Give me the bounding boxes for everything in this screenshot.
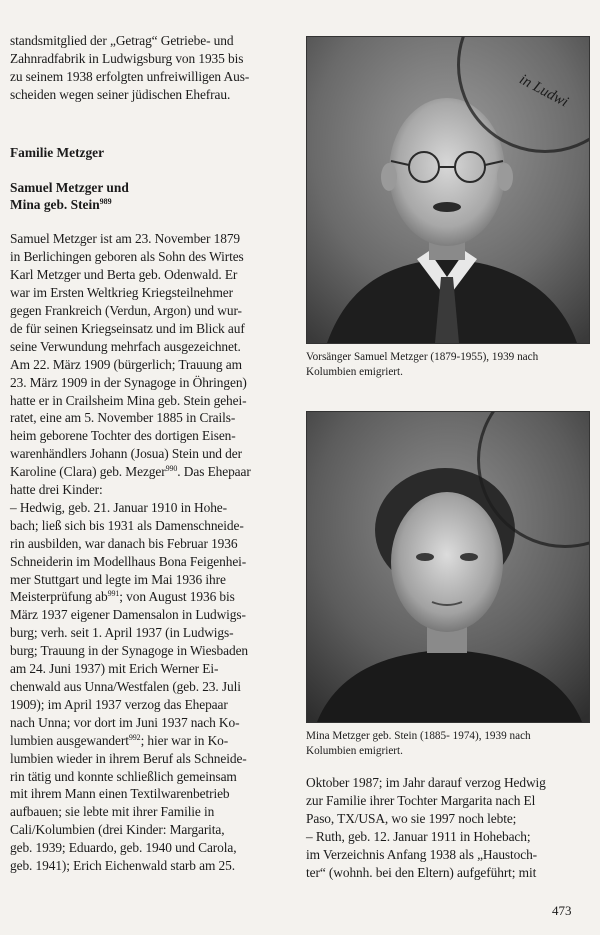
subheading-line: Samuel Metzger und (10, 179, 129, 195)
right-paragraph (306, 774, 590, 881)
text-line: hatte er in Crailsheim Mina geb. Stein gehei- (10, 392, 247, 408)
text-line: gegen Frankreich (Verdun, Argon) und wur- (10, 302, 242, 318)
subheading (10, 179, 292, 215)
text-line: Oktober 1987; im Jahr darauf verzog Hedwig (306, 775, 546, 791)
text-line: zur Familie ihrer Tochter Margarita nach El (306, 793, 536, 809)
text-line: in Berlichingen geboren als Sohn des Wirtes (10, 249, 244, 265)
text-line: hatte drei Kinder: (10, 482, 103, 498)
text-line: Am 22. März 1909 (bürgerlich; Trauung am (10, 356, 242, 372)
text-run: Karoline (Clara) geb. Mezger (10, 464, 166, 480)
subheading-text: Mina geb. Stein (10, 197, 100, 213)
text-line: März 1937 eigener Damensalon in Ludwigs- (10, 607, 246, 623)
stamp-text: in Ludwi (516, 71, 571, 111)
text-line: – Ruth, geb. 12. Januar 1911 in Hohebach; (306, 829, 531, 845)
caption-line: Vorsänger Samuel Metzger (1879-1955), 1939 nach (306, 351, 539, 363)
text-line: ratet, eine am 5. November 1885 in Crails- (10, 410, 236, 426)
text-line: geb. 1941); Erich Eichenwald starb am 25. (10, 858, 235, 874)
text-line: im Verzeichnis Anfang 1938 als „Haustoch- (306, 847, 538, 862)
footnote-ref: 991 (107, 589, 120, 599)
text-line: burg; Trauung in der Synagoge in Wiesbaden (10, 643, 249, 659)
text-line: rin ausbilden, war danach bis Februar 1936 (10, 535, 238, 551)
subheading-line (10, 196, 292, 214)
portrait-photo-mina (306, 411, 590, 723)
right-column (306, 36, 590, 882)
text-line: heim geborene Tochter des dortigen Eisen- (10, 428, 236, 444)
text-line: standsmitglied der „Getrag“ Getriebe- und (10, 33, 234, 48)
text-run: ; hier war in Ko- (140, 732, 229, 748)
text-line (10, 463, 292, 481)
caption-line: Kolumbien emigriert. (306, 365, 403, 378)
text-line: war im Ersten Weltkrieg Kriegsteilnehmer (10, 285, 233, 301)
main-paragraph (10, 230, 292, 875)
text-line: Karl Metzger und Berta geb. Odenwald. Er (10, 267, 238, 283)
text-line: mer Stuttgart und legte im Mai 1936 ihre (10, 571, 226, 587)
text-line: 23. März 1909 in der Synagoge in Öhringen) (10, 374, 247, 390)
left-column (10, 32, 292, 875)
text-line: de für seinen Kriegseinsatz und im Blick auf (10, 320, 245, 336)
text-line: ter“ (wohnh. bei den Eltern) aufgeführt; mit (306, 864, 537, 880)
text-run: Meisterprüfung ab (10, 589, 108, 605)
text-line: lumbien wieder in ihrem Beruf als Schneide- (10, 750, 247, 766)
caption-line: Mina Metzger geb. Stein (1885- 1974), 1939 nach (306, 730, 531, 743)
text-line: rin tätig und konnte schließlich gemeinsam (10, 768, 237, 784)
text-line: 1909); im April 1937 verzog das Ehepaar (10, 696, 228, 712)
page-number: 473 (552, 903, 572, 918)
text-line: Schneiderin im Modellhaus Bona Feigenhei- (10, 553, 247, 569)
footnote-ref: 989 (99, 197, 112, 207)
text-line: seine Verwundung mehrfach ausgezeichnet. (10, 338, 241, 354)
text-line: Zahnradfabrik in Ludwigsburg von 1935 bis (10, 50, 244, 66)
text-line (10, 588, 292, 606)
text-line: warenhändlers Johann (Josua) Stein und der (10, 446, 242, 462)
text-line: scheiden wegen seiner jüdischen Ehefrau. (10, 86, 231, 102)
text-line: – Hedwig, geb. 21. Januar 1910 in Hohe- (10, 499, 227, 515)
text-line: geb. 1939; Eduardo, geb. 1940 und Carola, (10, 840, 237, 856)
photo-caption-mina (306, 729, 590, 758)
text-line: Paso, TX/USA, wo sie 1997 noch lebte; (306, 811, 517, 827)
text-line: Cali/Kolumbien (drei Kinder: Margarita, (10, 822, 225, 838)
text-run: ; von August 1936 bis (119, 589, 235, 605)
text-run: lumbien ausgewandert (10, 732, 129, 748)
intro-paragraph (10, 32, 292, 104)
text-line: mit ihrem Mann einen Textilwarenbetrieb (10, 786, 230, 802)
text-line: burg; verh. seit 1. April 1937 (in Ludwigs- (10, 625, 234, 641)
portrait-photo-samuel (306, 36, 590, 344)
text-line: aufbauen; sie lebte mit ihrer Familie in (10, 804, 215, 820)
photo-caption-samuel (306, 350, 590, 379)
text-line: am 24. Juni 1937) mit Erich Werner Ei- (10, 661, 219, 677)
text-line: chenwald aus Unna/Westfalen (geb. 23. Juli (10, 679, 241, 694)
footnote-ref: 992 (128, 732, 141, 742)
text-line: nach Unna; vor dort im Juni 1937 nach Ko- (10, 714, 240, 730)
text-line: Samuel Metzger ist am 23. November 1879 (10, 231, 241, 247)
text-line: zu seinem 1938 erfolgten unfreiwilligen Aus- (10, 68, 250, 84)
caption-line: Kolumbien emigriert. (306, 744, 403, 757)
text-line: bach; ließ sich bis 1931 als Damenschneide- (10, 517, 244, 533)
footnote-ref: 990 (165, 464, 178, 474)
text-line (10, 732, 292, 750)
section-heading: Familie Metzger (10, 144, 105, 160)
text-run: . Das Ehepaar (177, 464, 251, 480)
